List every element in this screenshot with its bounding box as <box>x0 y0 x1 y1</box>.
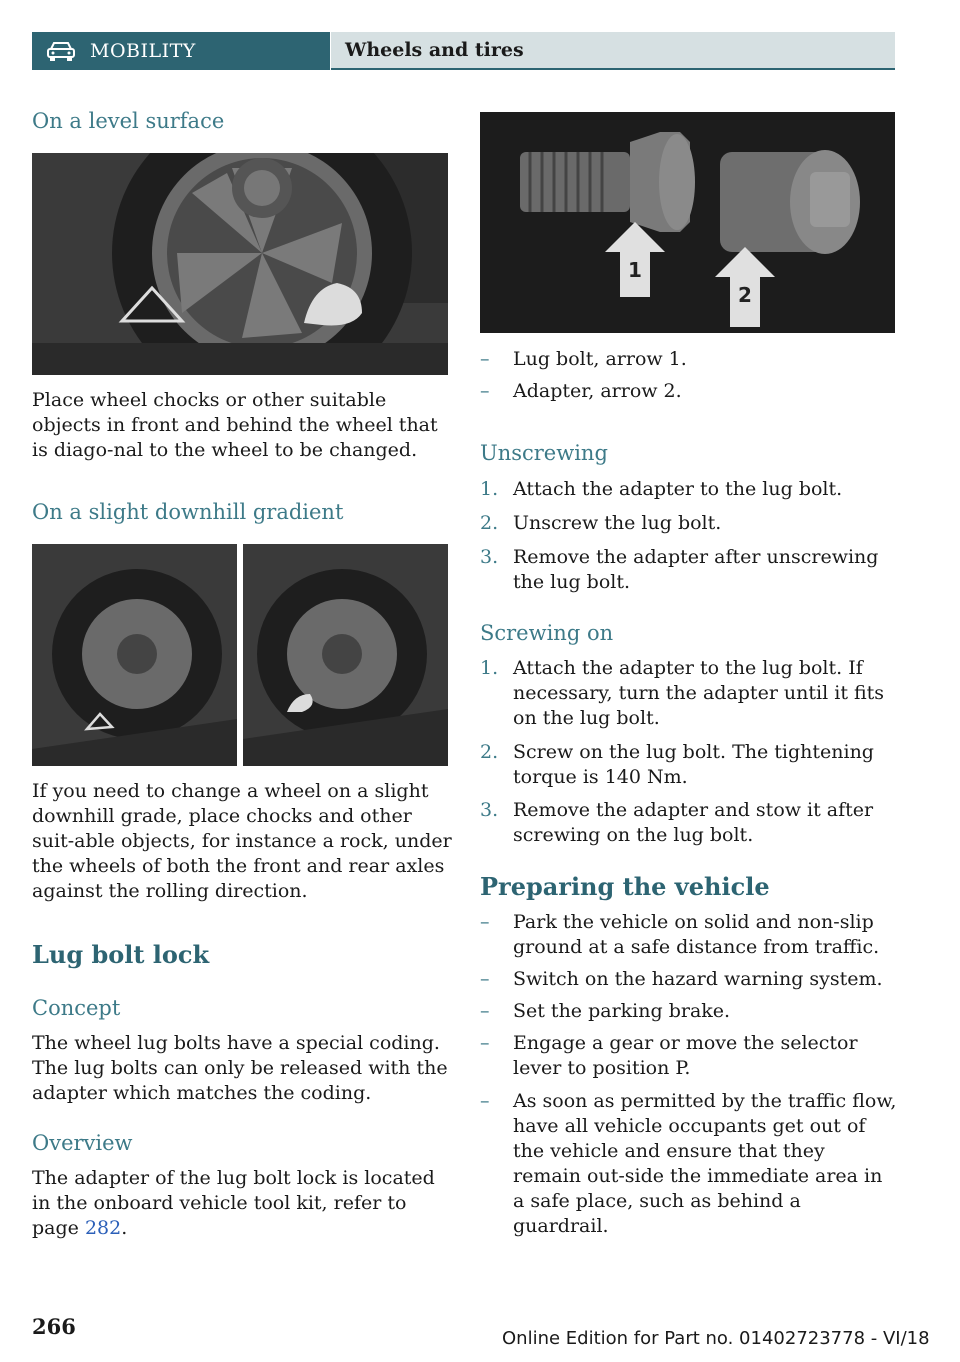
overview-heading: Overview <box>32 1131 133 1155</box>
edition-footer: Online Edition for Part no. 01402723778 - VI/18 <box>502 1328 930 1349</box>
screwing-heading: Screwing on <box>480 621 614 645</box>
chapter-title: Wheels and tires <box>345 39 524 61</box>
level-text: Place wheel chocks or other suitable objects in front and behind the wheel that is diago‐nal to the wheel to be changed. <box>32 389 438 461</box>
downhill-heading: On a slight downhill gradient <box>32 500 344 524</box>
concept-heading: Concept <box>32 996 121 1020</box>
header-section <box>32 32 330 70</box>
arrow-1-label: 1 <box>628 258 642 282</box>
downhill-image <box>32 544 448 766</box>
lug-bolt-image <box>480 112 895 333</box>
downhill-text: If you need to change a wheel on a slight downhill grade, place chocks and other suit‐able objects, for instance a rock, under the wheels of both the front and rear axles against the rolling direction. <box>32 780 452 902</box>
header-chapter <box>331 32 895 70</box>
lug-bolt-heading: Lug bolt lock <box>32 940 210 969</box>
unscrewing-heading: Unscrewing <box>480 441 608 465</box>
page-link[interactable]: 282 <box>84 1217 122 1239</box>
preparing-heading: Preparing the vehicle <box>480 872 770 901</box>
car-icon <box>46 40 76 62</box>
page-number: 266 <box>32 1314 76 1339</box>
section-title: MOBILITY <box>90 40 196 62</box>
concept-text: The wheel lug bolts have a special coding. The lug bolts can only be released with the adapter which matches the coding. <box>32 1032 448 1104</box>
arrow-2-label: 2 <box>738 283 752 307</box>
overview-text: The adapter of the lug bolt lock is located in the onboard vehicle tool kit, refer to page 282. <box>32 1167 435 1239</box>
level-surface-image <box>32 153 448 375</box>
level-heading: On a level surface <box>32 109 225 133</box>
